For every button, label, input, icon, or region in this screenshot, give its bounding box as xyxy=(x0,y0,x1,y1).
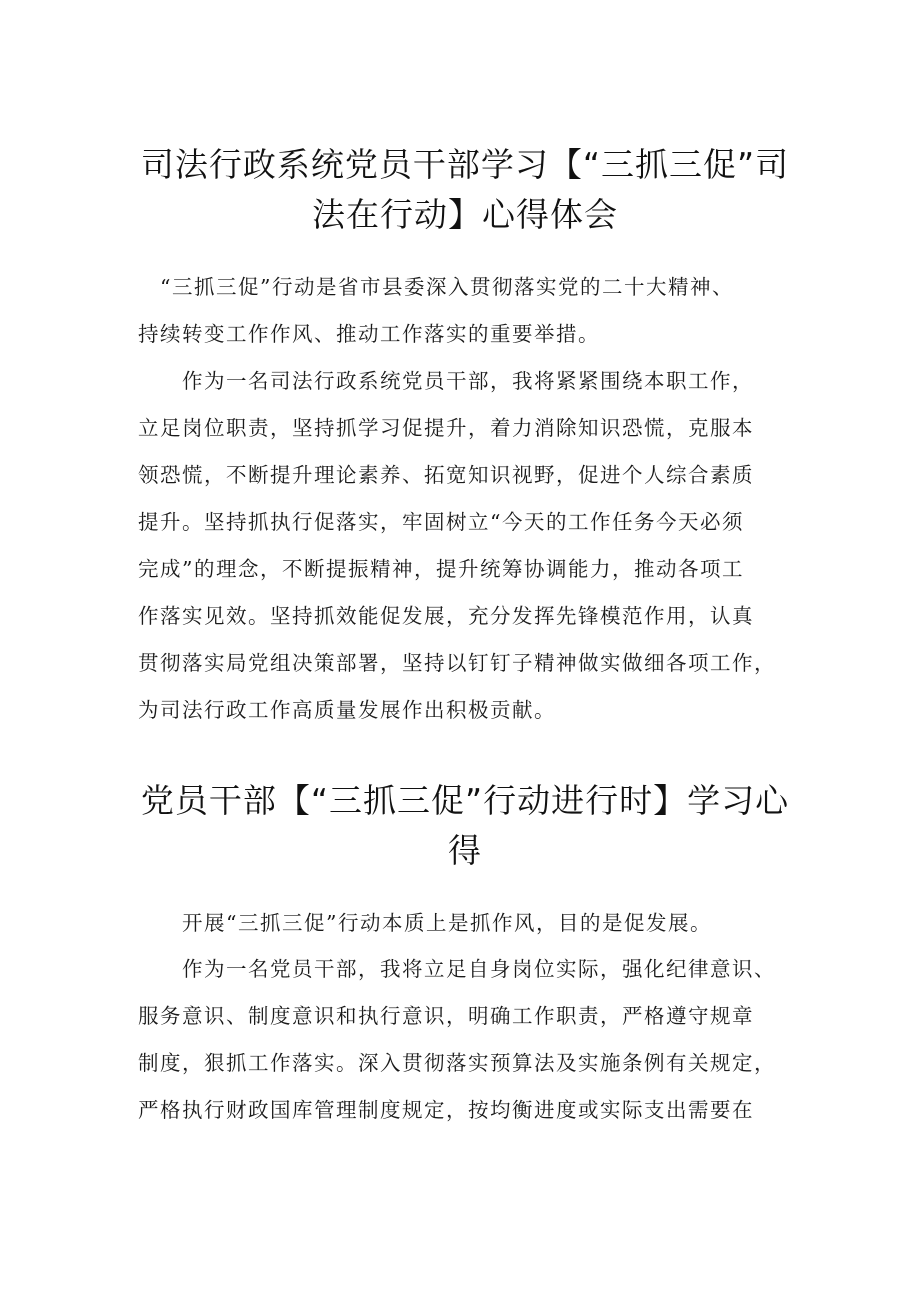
text-line: 提升。坚持抓执行促落实，牢固树立“今天的工作任务今天必须 xyxy=(138,510,744,534)
text-line: 持续转变工作作风、推动工作落实的重要举措。 xyxy=(138,322,600,346)
text-line: 作为一名党员干部，我将立足自身岗位实际，强化纪律意识、 xyxy=(138,957,776,981)
text-line: 作为一名司法行政系统党员干部，我将紧紧围绕本职工作， xyxy=(138,369,754,393)
text-line: 立足岗位职责，坚持抓学习促提升，着力消除知识恐慌，克服本 xyxy=(138,416,754,440)
section-2-title xyxy=(130,776,800,876)
text-line: 完成”的理念，不断提振精神，提升统筹协调能力，推动各项工 xyxy=(138,557,744,581)
section-2-paragraph-2 xyxy=(138,946,808,1134)
text-line: 严格执行财政国库管理制度规定，按均衡进度或实际支出需要在 xyxy=(138,1098,754,1122)
text-line: 领恐慌，不断提升理论素养、拓宽知识视野，促进个人综合素质 xyxy=(138,463,754,487)
title-line: 法在行动】心得体会 xyxy=(312,195,618,234)
title-line: 得 xyxy=(448,831,482,870)
title-line: 党员干部【“三抓三促”行动进行时】学习心 xyxy=(140,781,790,820)
text-line: 开展“三抓三促”行动本质上是抓作风，目的是促发展。 xyxy=(138,911,712,935)
title-line: 司法行政系统党员干部学习【“三抓三促”司 xyxy=(140,145,790,184)
section-1-paragraph-1 xyxy=(138,264,808,358)
section-1-paragraph-2 xyxy=(138,358,808,734)
section-2-paragraph-1 xyxy=(138,900,808,947)
text-line: 服务意识、制度意识和执行意识，明确工作职责，严格遵守规章 xyxy=(138,1004,754,1028)
text-line: “三抓三促”行动是省市县委深入贯彻落实党的二十大精神、 xyxy=(138,275,734,299)
section-1-title xyxy=(130,140,800,240)
text-line: 为司法行政工作高质量发展作出积极贡献。 xyxy=(138,698,556,722)
text-line: 贯彻落实局党组决策部署，坚持以钉钉子精神做实做细各项工作， xyxy=(138,651,776,675)
text-line: 制度，狠抓工作落实。深入贯彻落实预算法及实施条例有关规定， xyxy=(138,1051,776,1075)
text-line: 作落实见效。坚持抓效能促发展，充分发挥先锋模范作用，认真 xyxy=(138,604,754,628)
